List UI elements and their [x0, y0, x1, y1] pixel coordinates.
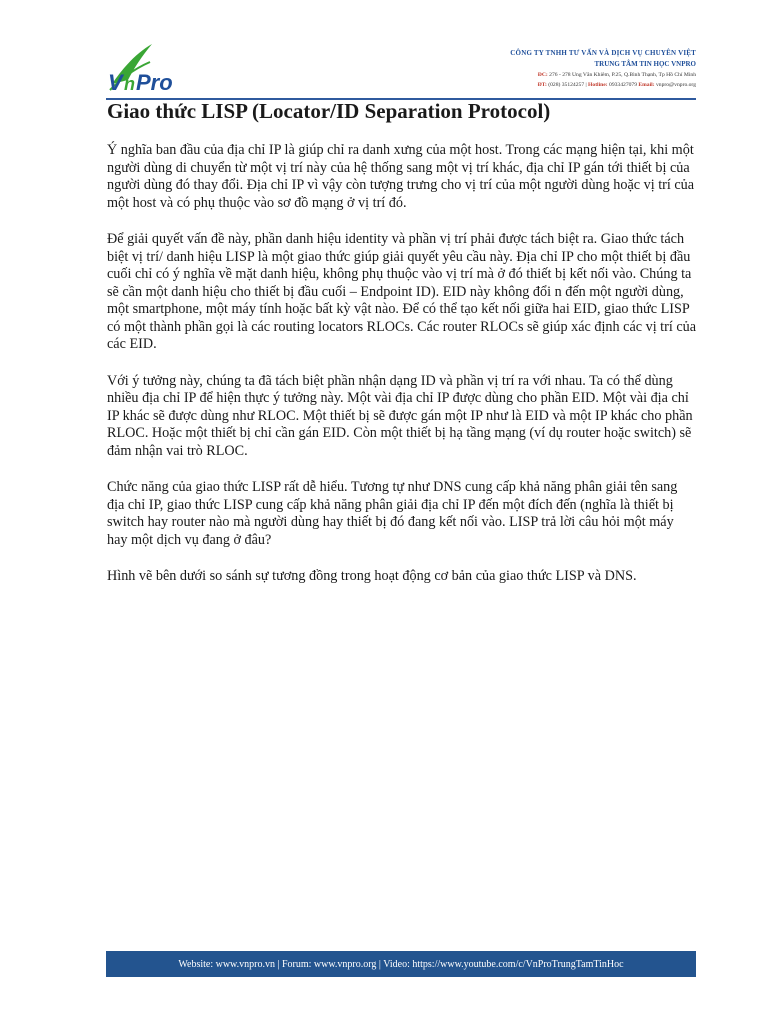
hotline-text: 0933427079 [609, 82, 637, 88]
company-info [396, 48, 696, 90]
document-title: Giao thức LISP (Locator/ID Separation Protocol) [107, 99, 551, 123]
paragraph: Ý nghĩa ban đầu của địa chỉ IP là giúp chỉ ra danh xưng của một host. Trong các mạng hiện tại, khi một người dùng di chuyển từ một vị trí này của hệ thống sang một vị trí khác, địa chỉ IP gán tới thiết bị của người dùng đó thay đổi. Địa chỉ IP vì vậy còn tượng trưng cho vị trí của một người dùng hoặc vị trí của một host và có phụ thuộc vào sơ đồ mạng ở vị trí đó. [107, 142, 695, 211]
vnpro-logo [106, 40, 196, 102]
company-name: CÔNG TY TNHH TƯ VẤN VÀ DỊCH VỤ CHUYÊN VIỆT [510, 49, 696, 57]
address-label: ĐC: [537, 72, 548, 78]
svg-text:V: V [108, 70, 123, 95]
paragraph: Để giải quyết vấn đề này, phần danh hiệu identity và phần vị trí phải được tách biệt ra. Giao thức tách biệt vị trí/ danh hiệu LISP là một giao thức giúp giải quyết yêu cầu này. Địa chỉ IP cho một thiết bị đầu cuối chỉ có ý nghĩa về mặt danh hiệu, không phụ thuộc vào vị trí mà ở đó thiết bị kết nối vào. Chúng ta sẽ cần một danh hiệu cho thiết bị đầu cuối – Endpoint ID). EID này không đổi n đến một người dùng, một smartphone, một máy tính hoặc bất kỳ vật nào. Để có thể tạo kết nối giữa hai EID, giao thức LISP có một thành phần gọi là các routing locators RLOCs. Các router RLOCs sẽ giúp xác định các vị trí của các EID. [107, 231, 697, 352]
email-label: Email: [638, 82, 655, 88]
page-header [0, 0, 768, 100]
document-body [107, 142, 697, 605]
address-text: 276 - 278 Ung Văn Khiêm, P.25, Q.Bình Thạnh, Tp Hồ Chí Minh [549, 72, 696, 78]
svg-text:Pro: Pro [136, 70, 173, 95]
phone-label: ĐT: [537, 82, 547, 88]
paragraph: Với ý tưởng này, chúng ta đã tách biệt phần nhận dạng ID và phần vị trí ra với nhau. Ta có thể dùng nhiều địa chỉ IP để hiện thực ý tưởng này. Một vài địa chỉ IP được dùng cho phần EID. Một vài địa chỉ IP khác sẽ được dùng như RLOC. Một thiết bị sẽ được gán một IP như là EID và một IP khác cho phần RLOC. Hoặc một thiết bị chỉ cần gán EID. Còn một thiết bị hạ tầng mạng (ví dụ router hoặc switch) sẽ đảm nhận vai trò RLOC. [107, 372, 693, 459]
paragraph: Chức năng của giao thức LISP rất dễ hiểu. Tương tự như DNS cung cấp khả năng phân giải tên sang địa chỉ IP, giao thức LISP cung cấp khả năng phân giải địa chỉ IP đến một đích đến (nghĩa là thiết bị switch hay router nào mà người dùng hay thiết bị đó đang kết nối vào. LISP trả lời câu hỏi một máy hay một dịch vụ đang ở đâu? [107, 479, 678, 548]
email-text: vnpro@vnpro.org [655, 82, 696, 88]
svg-text:n: n [124, 74, 135, 94]
paragraph: Hình vẽ bên dưới so sánh sự tương đồng trong hoạt động cơ bản của giao thức LISP và DNS. [107, 568, 637, 584]
company-address [396, 70, 696, 80]
footer-links-text: Website: www.vnpro.vn | Forum: www.vnpro.org | Video: https://www.youtube.com/c/VnProTrungTamTinHoc [178, 958, 624, 970]
page-footer [106, 951, 696, 977]
phone-text: (028) 35124257 [548, 82, 585, 88]
vnpro-logo-icon [106, 40, 196, 102]
hotline-label: Hotline: [588, 82, 608, 88]
company-contacts: ĐT: (028) 35124257 | Hotline: 0933427079 Email: vnpro@vnpro.org [537, 82, 696, 88]
center-name: TRUNG TÂM TIN HỌC VNPRO [594, 60, 696, 68]
